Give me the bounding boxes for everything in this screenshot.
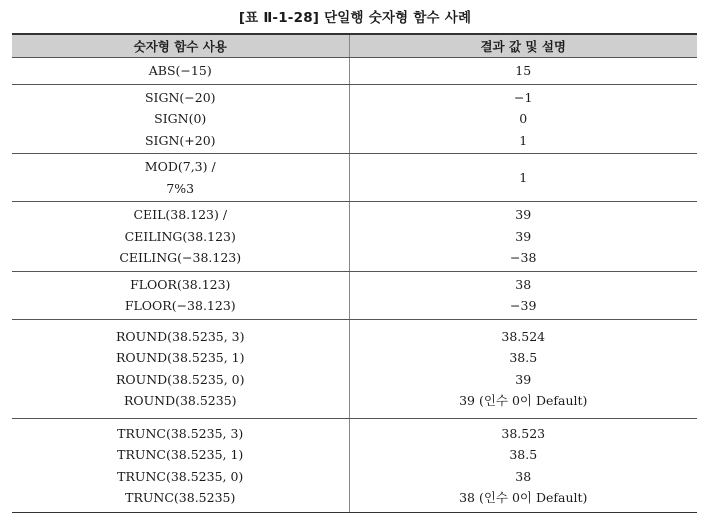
result-text: 1 bbox=[519, 169, 528, 185]
function-text: SIGN(−20) bbox=[144, 89, 216, 105]
function-text: ABS(−15) bbox=[148, 63, 212, 78]
function-cell bbox=[12, 84, 349, 154]
function-text: FLOOR(38.123) bbox=[130, 276, 231, 292]
numeric-function-table bbox=[12, 33, 697, 513]
function-text: TRUNC(38.5235, 0) bbox=[117, 468, 244, 484]
function-text: TRUNC(38.5235) bbox=[125, 490, 236, 505]
table-row bbox=[12, 154, 697, 202]
function-cell bbox=[12, 58, 349, 85]
table-row bbox=[12, 84, 697, 154]
function-text: ROUND(38.5235) bbox=[123, 393, 237, 408]
function-text: MOD(7,3) / bbox=[144, 159, 216, 174]
result-text: 38.5 bbox=[509, 447, 538, 462]
result-cell bbox=[349, 154, 697, 202]
result-cell bbox=[349, 202, 697, 272]
function-cell bbox=[12, 418, 349, 512]
result-cell bbox=[349, 271, 697, 319]
table-row bbox=[12, 58, 697, 85]
result-cell bbox=[349, 319, 697, 418]
table-row bbox=[12, 271, 697, 319]
header-result-description: 결과 값 및 설명 bbox=[349, 34, 697, 58]
result-text: 0 bbox=[519, 111, 528, 126]
function-text: SIGN(+20) bbox=[144, 132, 216, 148]
function-text: CEILING(38.123) bbox=[124, 228, 236, 244]
function-text: CEIL(38.123) / bbox=[133, 207, 228, 222]
function-text: ROUND(38.5235, 3) bbox=[116, 328, 245, 344]
result-text: −38 bbox=[510, 250, 537, 265]
result-text: 38.5 bbox=[509, 350, 538, 365]
table-row bbox=[12, 202, 697, 272]
function-text: SIGN(0) bbox=[154, 111, 207, 126]
function-cell bbox=[12, 154, 349, 202]
function-cell bbox=[12, 319, 349, 418]
result-cell bbox=[349, 58, 697, 85]
function-text: CEILING(−38.123) bbox=[119, 250, 242, 265]
function-text: TRUNC(38.5235, 3) bbox=[117, 425, 244, 441]
result-text: 39 bbox=[515, 207, 532, 222]
header-row bbox=[12, 34, 697, 58]
result-cell bbox=[349, 418, 697, 512]
function-text: 7%3 bbox=[166, 180, 195, 196]
table-row bbox=[12, 319, 697, 418]
result-text: 39 bbox=[515, 228, 532, 244]
function-cell bbox=[12, 271, 349, 319]
table-row bbox=[12, 418, 697, 512]
header-function-usage: 숫자형 함수 사용 bbox=[12, 34, 349, 58]
result-text: 38 bbox=[515, 276, 532, 292]
result-text: 38 (인수 0이 Default) bbox=[459, 490, 588, 505]
table-caption: [표 Ⅱ-1-28] 단일행 숫자형 함수 사례 bbox=[238, 10, 472, 26]
result-text: −1 bbox=[514, 89, 533, 105]
result-text: 1 bbox=[519, 132, 528, 148]
result-text: −39 bbox=[510, 298, 537, 313]
result-text: 38.523 bbox=[501, 425, 546, 441]
function-text: ROUND(38.5235, 0) bbox=[116, 371, 245, 387]
result-cell bbox=[349, 84, 697, 154]
result-text: 15 bbox=[515, 63, 532, 78]
result-text: 38 bbox=[515, 468, 532, 484]
function-text: ROUND(38.5235, 1) bbox=[116, 350, 245, 365]
result-text: 38.524 bbox=[501, 328, 546, 344]
function-text: TRUNC(38.5235, 1) bbox=[117, 447, 244, 462]
function-cell bbox=[12, 202, 349, 272]
result-text: 39 bbox=[515, 371, 532, 387]
function-text: FLOOR(−38.123) bbox=[124, 298, 236, 313]
result-text: 39 (인수 0이 Default) bbox=[459, 393, 588, 408]
